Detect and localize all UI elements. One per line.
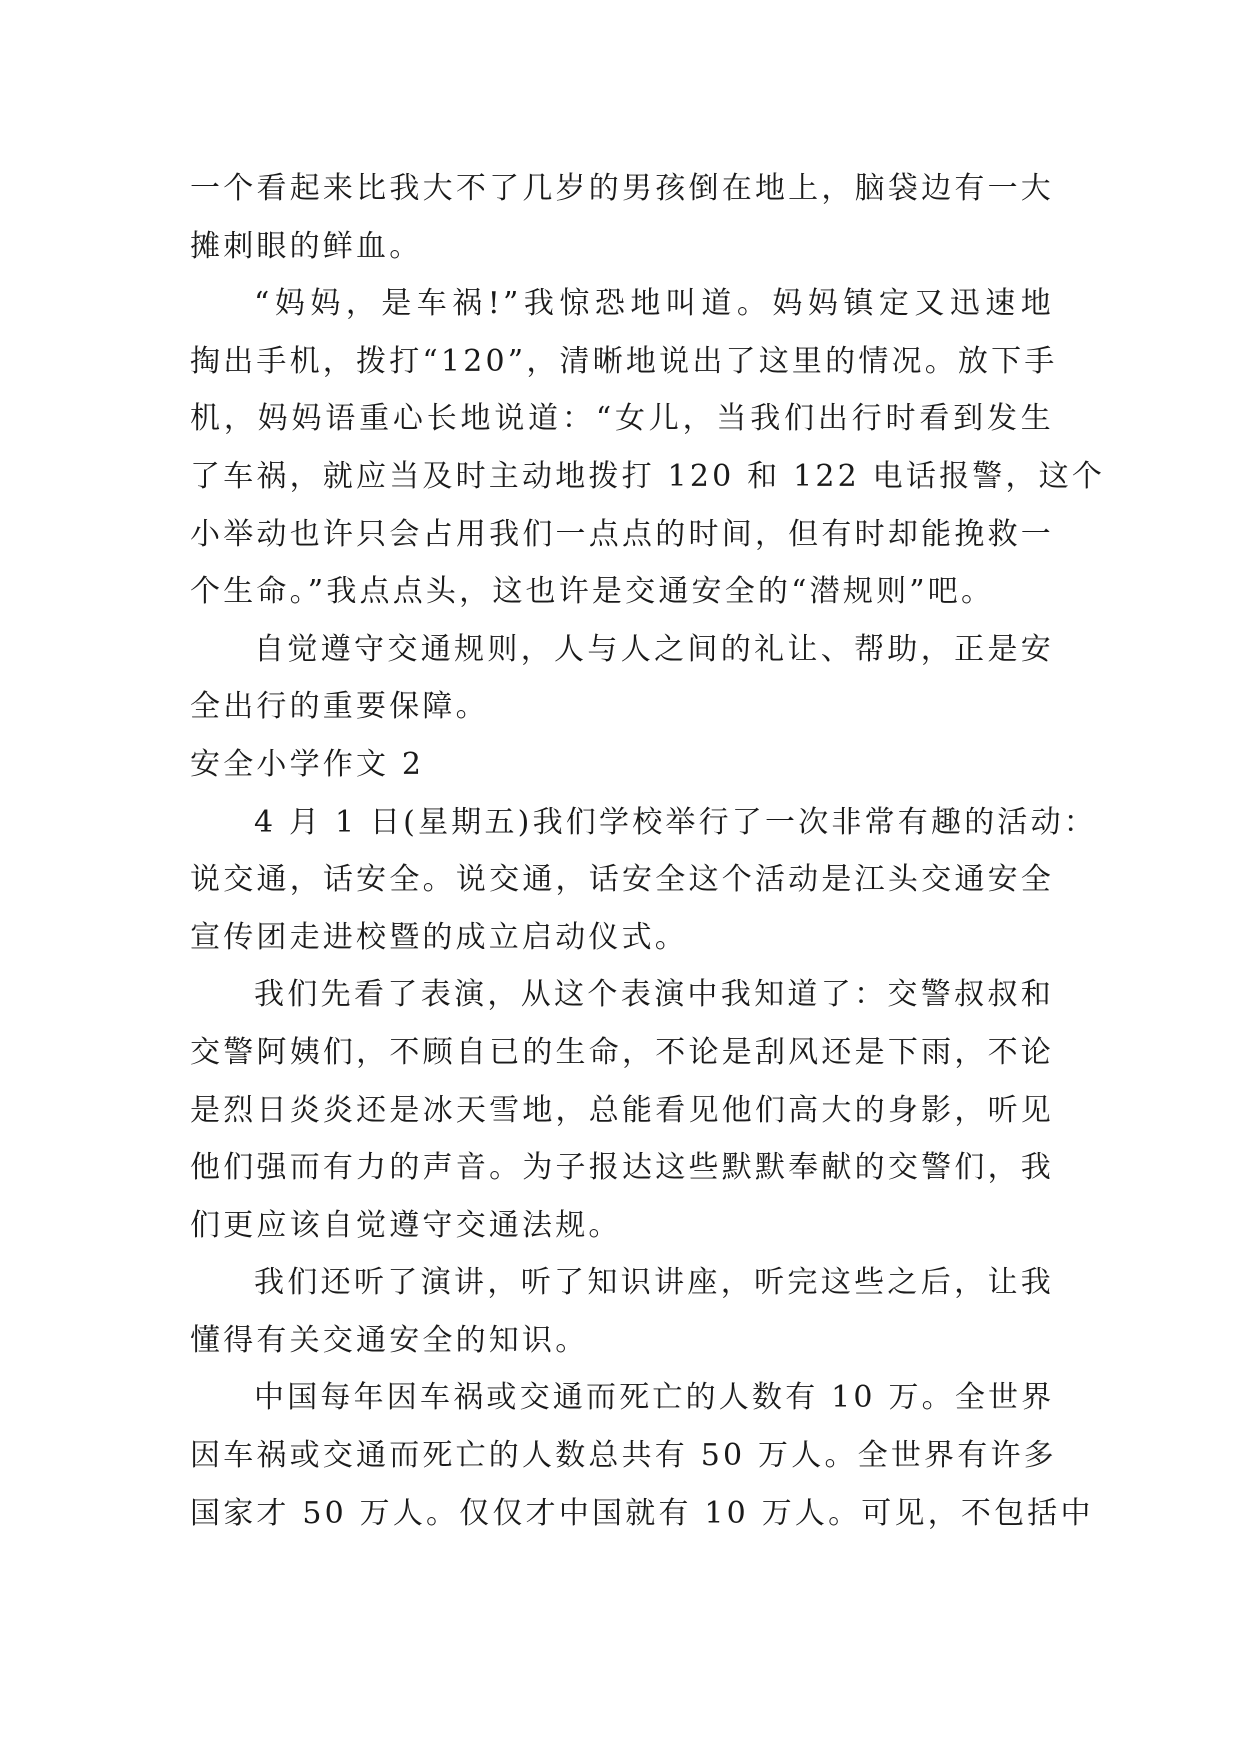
- text-line: 国家才 50 万人。仅仅才中国就有 10 万人。可见，不包括中: [190, 1495, 1094, 1531]
- text-line: 摊刺眼的鲜血。: [190, 228, 423, 264]
- text-line: 是烈日炎炎还是冰天雪地，总能看见他们高大的身影，听见: [190, 1092, 1054, 1128]
- text-line: 了车祸，就应当及时主动地拨打 120 和 122 电话报警，这个: [190, 458, 1106, 494]
- text-line: 一个看起来比我大不了几岁的男孩倒在地上，脑袋边有一大: [190, 171, 1054, 206]
- text-line: 掏出手机，拨打“120”，清晰地说出了这里的情况。放下手: [190, 343, 1058, 379]
- text-line: 小举动也许只会占用我们一点点的时间，但有时却能挽救一: [190, 516, 1054, 552]
- text-line: 中国每年因车祸或交通而死亡的人数有 10 万。全世界: [254, 1380, 1055, 1416]
- text-line: 交警阿姨们，不顾自已的生命，不论是刮风还是下雨，不论: [190, 1034, 1054, 1070]
- text-line: 个生命。”我点点头，这也许是交通安全的“潜规则”吧。: [190, 574, 995, 610]
- text-line: “妈妈，是车祸!”我惊恐地叫道。妈妈镇定又迅速地: [254, 286, 1054, 322]
- text-line: 我们还听了演讲，听了知识讲座，听完这些之后，让我: [254, 1265, 1054, 1301]
- text-line: 全出行的重要保障。: [190, 689, 489, 725]
- text-line: 懂得有关交通安全的知识。: [190, 1322, 589, 1358]
- text-line: 我们先看了表演，从这个表演中我知道了：交警叔叔和: [254, 977, 1054, 1013]
- text-line: 4 月 1 日(星期五)我们学校举行了一次非常有趣的活动：: [254, 804, 1097, 840]
- text-line: 宣传团走进校暨的成立启动仪式。: [190, 919, 688, 955]
- text-line: 说交通，话安全。说交通，话安全这个活动是江头交通安全: [190, 862, 1054, 898]
- text-line: 因车祸或交通而死亡的人数总共有 50 万人。全世界有许多: [190, 1438, 1057, 1474]
- text-line: 自觉遵守交通规则，人与人之间的礼让、帮助，正是安: [254, 631, 1054, 667]
- text-line: 机，妈妈语重心长地说道：“女儿，当我们出行时看到发生: [190, 401, 1054, 437]
- document-body: [190, 160, 1106, 1542]
- text-line: 他们强而有力的声音。为子报达这些默默奉献的交警们，我: [190, 1150, 1054, 1186]
- section-heading: 安全小学作文 2: [190, 746, 425, 782]
- text-line: 们更应该自觉遵守交通法规。: [190, 1207, 622, 1243]
